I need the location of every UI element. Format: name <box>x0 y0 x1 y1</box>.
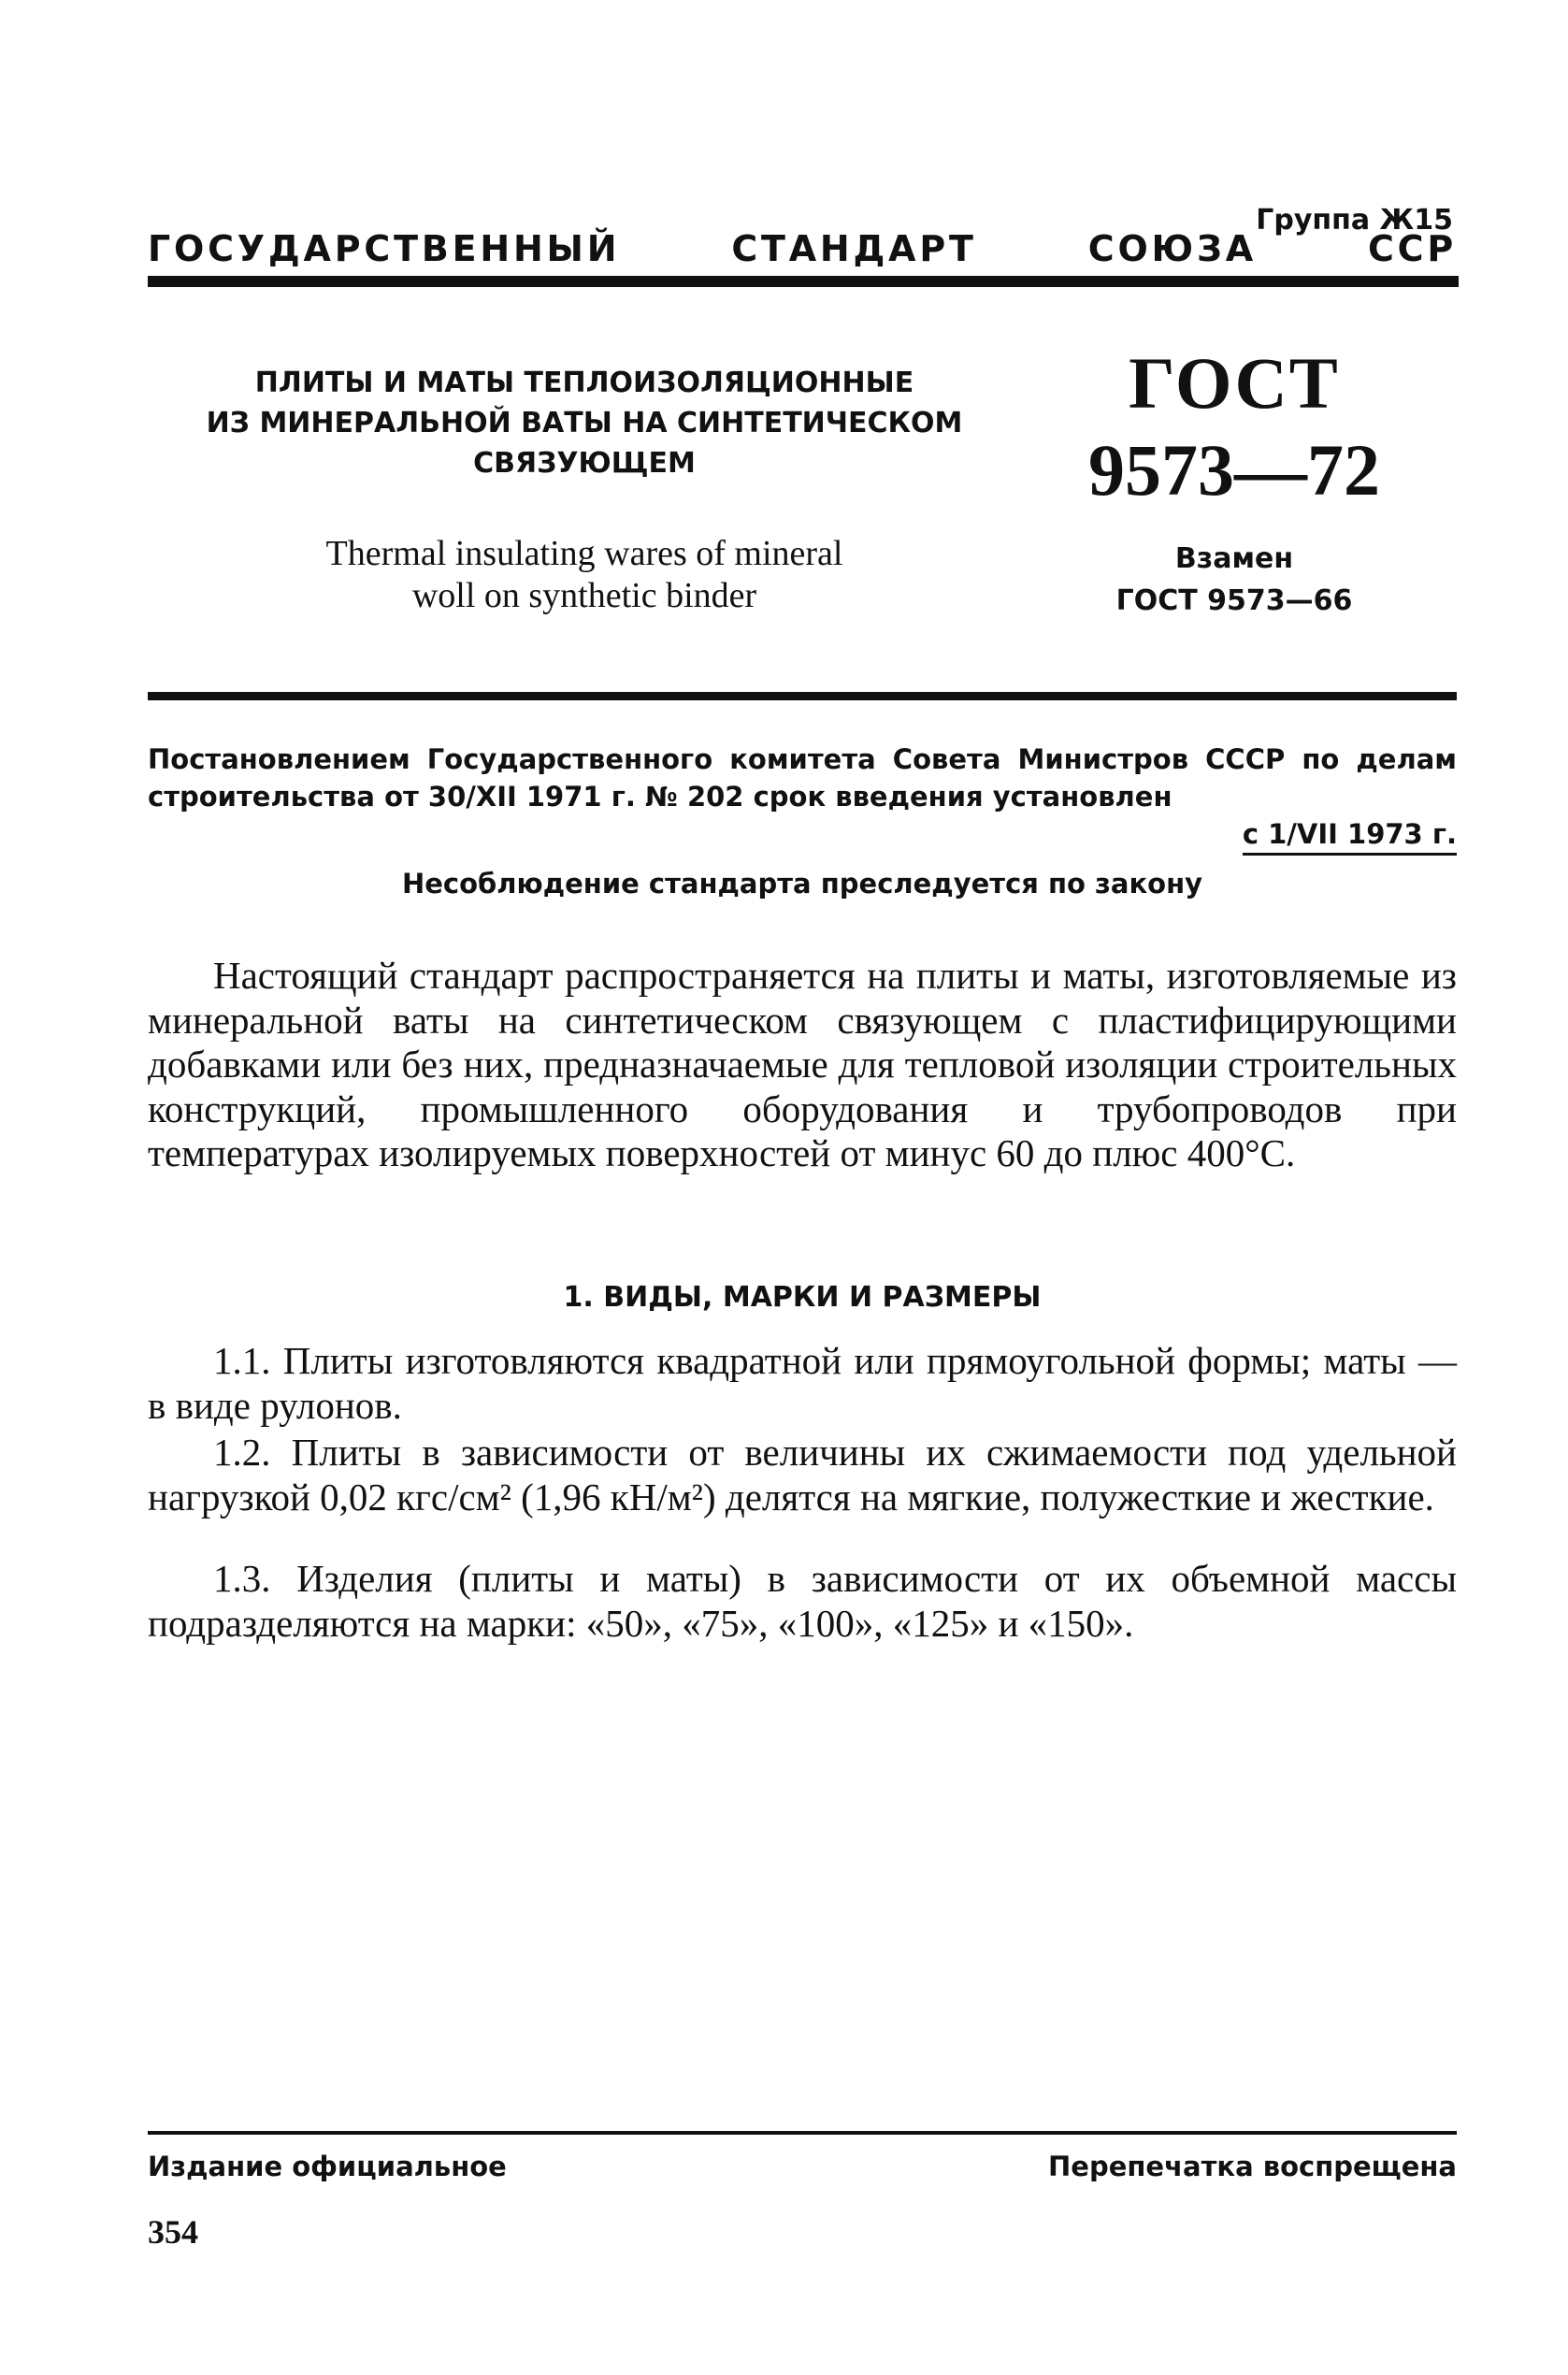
state-standard-banner <box>148 228 1457 269</box>
intro-paragraph: Настоящий стандарт распространяется на плиты и маты, изготовляемые из минеральной ваты на синтетическом связующем с пластифицирующими добавками или без них, предназначаемые для тепловой изоляции строительных конструкций, промышленного оборудования и трубопроводов при температурах изолируемых поверхностей от минус 60 до плюс 400°С. <box>148 954 1457 1174</box>
title-russian <box>187 363 982 483</box>
effective-date: с 1/VII 1973 г. <box>1243 815 1457 856</box>
gost-label: ГОСТ <box>1129 342 1340 424</box>
group-label: Группа Ж15 <box>1256 204 1453 237</box>
decree-text: Постановлением Государственного комитета Совета Министров СССР по делам строительства от 30/XII 1971 г. № 202 срок введения установлен <box>148 743 1457 813</box>
paragraph-1-3: 1.3. Изделия (плиты и маты) в зависимости от их объемной массы подразделяются на марки: «50», «75», «100», «125» и «150». <box>148 1557 1457 1645</box>
reprint-note: Перепечатка воспрещена <box>1048 2151 1457 2182</box>
banner-word: ГОСУДАРСТВЕННЫЙ <box>148 228 621 269</box>
title-english <box>234 533 935 617</box>
title-line: Thermal insulating wares of mineral <box>325 534 843 573</box>
gost-number: 9573—72 <box>1088 429 1380 511</box>
footer-divider <box>148 2131 1457 2135</box>
header-divider <box>148 276 1459 287</box>
title-line: ПЛИТЫ И МАТЫ ТЕПЛОИЗОЛЯЦИОННЫЕ <box>254 367 914 399</box>
title-line: woll on synthetic binder <box>411 576 757 615</box>
paragraph-1-2: 1.2. Плиты в зависимости от величины их сжимаемости под удельной нагрузкой 0,02 кгс/см² (1,96 кН/м²) делятся на мягкие, полужесткие и жесткие. <box>148 1431 1457 1519</box>
legal-warning: Несоблюдение стандарта преследуется по закону <box>401 868 1203 900</box>
banner-word: ССР <box>1367 228 1457 269</box>
replaces-value: ГОСТ 9573—66 <box>1115 584 1353 617</box>
title-divider <box>148 692 1457 700</box>
title-line: СВЯЗУЮЩЕМ <box>473 447 696 480</box>
banner-word: СТАНДАРТ <box>731 228 977 269</box>
banner-word: СОЮЗА <box>1087 228 1257 269</box>
section-heading: 1. ВИДЫ, МАРКИ И РАЗМЕРЫ <box>563 1281 1042 1314</box>
paragraph-1-1: 1.1. Плиты изготовляются квадратной или прямоугольной формы; маты — в виде рулонов. <box>148 1339 1457 1427</box>
title-line: ИЗ МИНЕРАЛЬНОЙ ВАТЫ НА СИНТЕТИЧЕСКОМ <box>206 407 963 439</box>
replaces-label: Взамен <box>1174 542 1294 575</box>
edition-note: Издание официальное <box>148 2151 507 2182</box>
page-number: 354 <box>148 2213 198 2251</box>
